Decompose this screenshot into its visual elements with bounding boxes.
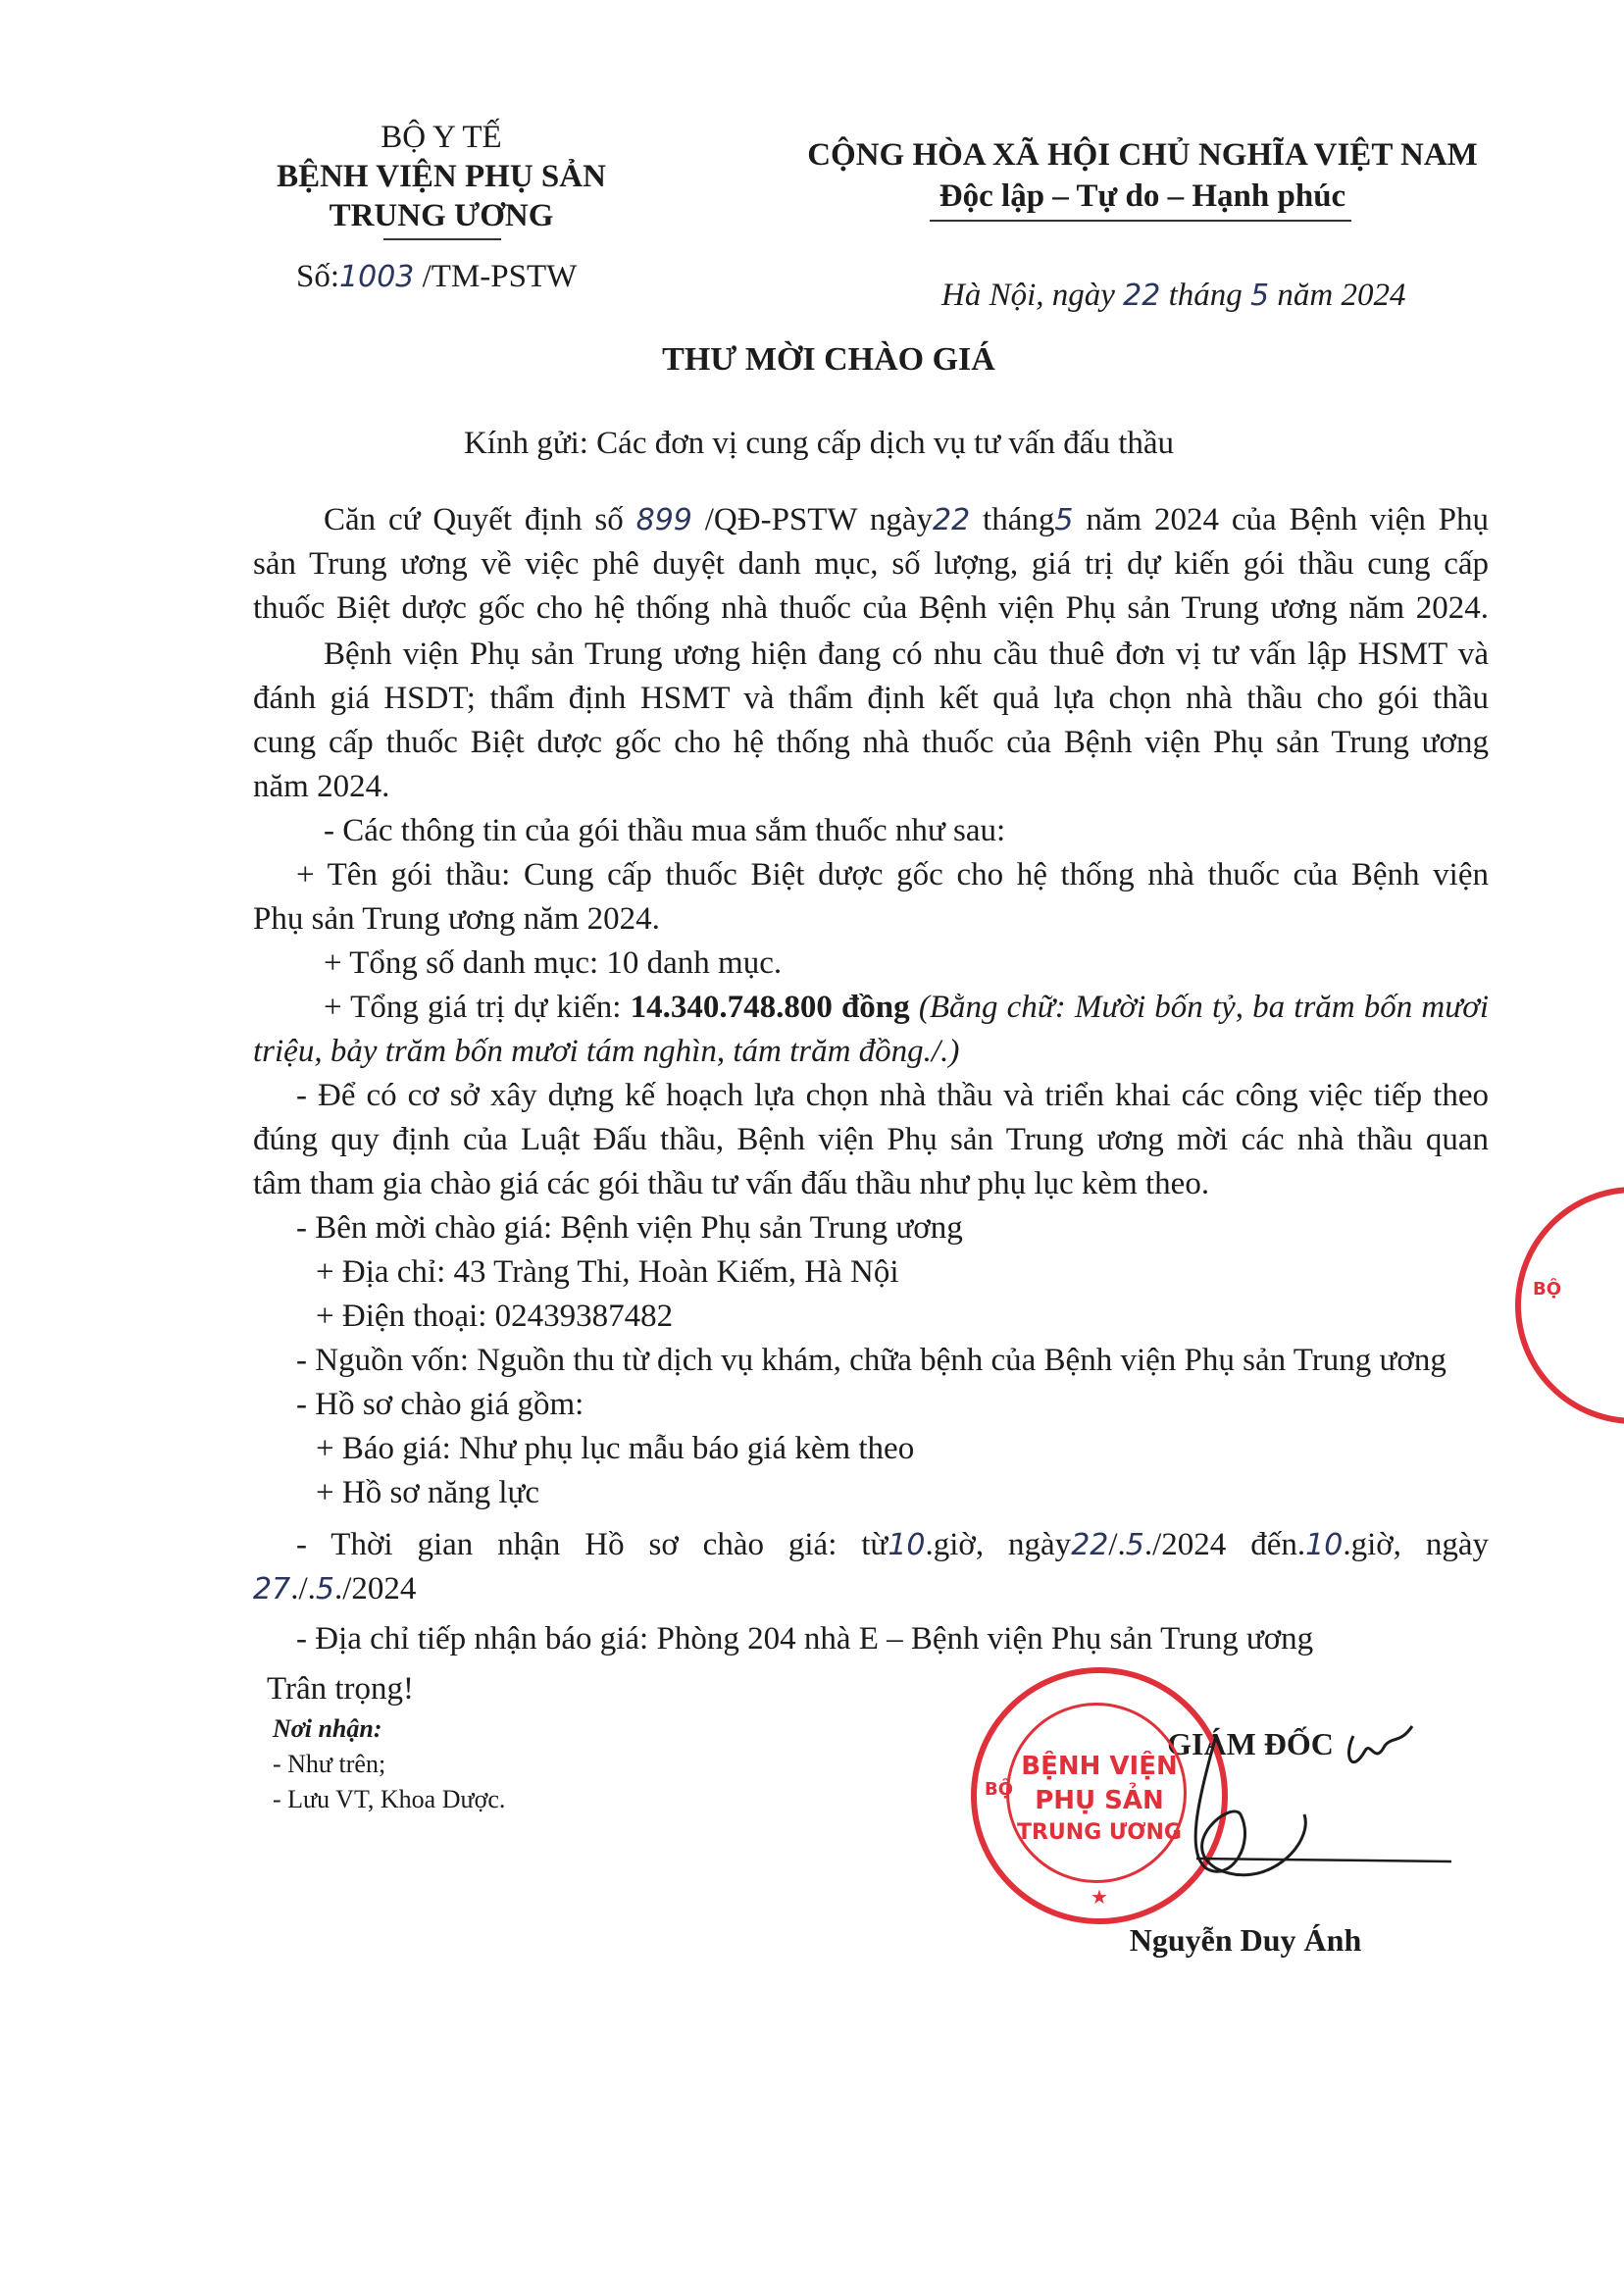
stamp-text-side: BỘ [985,1779,1014,1800]
hospital-name-line1: BỆNH VIỆN PHỤ SẢN [277,159,606,194]
time-month-to: 5 [315,1572,334,1606]
submission-time-line2 [253,1567,1489,1611]
dossier-item-capacity: + Hồ sơ năng lực [316,1475,540,1510]
info-intro: - Các thông tin của gói thầu mua sắm thuốc như sau: [324,813,1006,848]
decision-month: 5 [1054,503,1074,537]
para3-line3: tâm tham gia chào giá các gói thầu tư vấn đấu thầu như phụ lục kèm theo. [253,1166,1210,1201]
recipients-label: Nơi nhận: [273,1714,382,1743]
para3-line1: - Để có cơ sở xây dựng kế hoạch lựa chọn nhà thầu và triển khai các công việc tiếp theo [296,1078,1489,1113]
package-name-line2: Phụ sản Trung ương năm 2024. [253,901,660,937]
para1-text-b: /QĐ-PSTW ngày [704,502,933,537]
date-month-label: tháng [1168,278,1243,313]
number-suffix: /TM-PSTW [422,259,578,294]
stamp-text-top: BỆNH VIỆN [1021,1752,1178,1781]
ministry-name: BỘ Y TẾ [381,120,502,155]
total-label: + Tổng giá trị dự kiến: [324,990,622,1025]
inviter-label: - Bên mời chào giá: Bệnh viện Phụ sản Trung ương [296,1210,963,1246]
item-count: + Tổng số danh mục: 10 danh mục. [324,945,783,981]
document-title: THƯ MỜI CHÀO GIÁ [662,341,995,378]
date-prefix: Hà Nội, ngày [941,278,1115,313]
signature-title: GIÁM ĐỐC [1167,1726,1334,1761]
inviter-address: + Địa chỉ: 43 Tràng Thi, Hoàn Kiếm, Hà Nội [316,1254,899,1290]
dossier-label: - Hồ sơ chào giá gồm: [296,1387,584,1422]
stamp-text-mid: PHỤ SẢN [1035,1786,1164,1815]
motto-underline [930,220,1351,222]
issue-date [941,276,1405,316]
recipient-2: - Lưu VT, Khoa Dược. [273,1785,506,1813]
stamp-star-icon: ★ [1091,1885,1108,1909]
number-handwritten: 1003 [339,260,415,294]
signature-scrawl [1020,1697,1471,1922]
total-value-line1 [253,986,1489,1030]
time-text-d: ./2024 đến. [1143,1527,1306,1562]
time-day-from: 22 [1071,1528,1109,1562]
number-prefix: Số: [296,259,340,294]
recipients-block [273,1711,505,1817]
dossier-item-quote: + Báo giá: Như phụ lục mẫu báo giá kèm theo [316,1431,915,1466]
para1-text-d: năm 2024 của Bệnh viện Phụ [1086,502,1490,537]
national-motto: Độc lập – Tự do – Hạnh phúc [939,178,1346,214]
para2-line4: năm 2024. [253,769,390,804]
hospital-name-line2: TRUNG ƯƠNG [329,198,554,233]
recipient-line: Kính gửi: Các đơn vị cung cấp dịch vụ tư vấn đấu thầu [463,426,1175,461]
partial-stamp-text: BỘ [1533,1279,1562,1300]
decision-day: 22 [933,503,971,537]
receive-address: - Địa chỉ tiếp nhận báo giá: Phòng 204 nhà E – Bệnh viện Phụ sản Trung ương [296,1621,1314,1657]
time-month-from: 5 [1125,1528,1144,1562]
total-value-line2: triệu, bảy trăm bốn mươi tám nghìn, tám trăm đồng./.) [253,1034,960,1069]
partial-stamp-right [1515,1187,1624,1424]
total-value: 14.340.748.800 đồng [630,990,910,1025]
para1-text-c: tháng [983,502,1055,537]
package-name-line1: + Tên gói thầu: Cung cấp thuốc Biệt dược gốc cho hệ thống nhà thuốc của Bệnh viện [296,857,1489,892]
recipient-1: - Như trên; [273,1750,386,1778]
para1-line1 [253,498,1489,542]
time-text-e: .giờ, ngày [1343,1527,1489,1562]
header-left [245,118,637,235]
total-words-1: (Bằng chữ: Mười bốn tỷ, ba trăm bốn mươi [918,990,1490,1025]
para1-text-a: Căn cứ Quyết định số [324,502,624,537]
decision-number: 899 [635,503,692,537]
time-text-g: ./2024 [333,1571,417,1606]
para2-line3: cung cấp thuốc Biệt dược gốc cho hệ thống nhà thuốc của Bệnh viện Phụ sản Trung ương [253,725,1489,760]
body-section [253,498,1489,1661]
time-day-to: 27 [253,1572,291,1606]
time-text-a: - Thời gian nhận Hồ sơ chào giá: từ [296,1527,888,1562]
document-number [296,257,577,297]
republic-name: CỘNG HÒA XÃ HỘI CHỦ NGHĨA VIỆT NAM [807,137,1478,173]
funding-source: - Nguồn vốn: Nguồn thu từ dịch vụ khám, chữa bệnh của Bệnh viện Phụ sản Trung ương [296,1343,1446,1378]
para1-line3: thuốc Biệt dược gốc cho hệ thống nhà thuốc của Bệnh viện Phụ sản Trung ương năm 2024. [253,590,1489,626]
para2-line1: Bệnh viện Phụ sản Trung ương hiện đang có nhu cầu thuê đơn vị tư vấn lập HSMT và [324,637,1489,672]
date-day: 22 [1123,279,1161,313]
submission-time-line1 [253,1523,1489,1567]
time-text-b: .giờ, ngày [925,1527,1072,1562]
para3-line2: đúng quy định của Luật Đấu thầu, Bệnh viện Phụ sản Trung ương mời các nhà thầu quan [253,1122,1489,1157]
time-hour-to: 10 [1305,1528,1344,1562]
date-year: năm 2024 [1277,278,1406,313]
inviter-phone: + Điện thoại: 02439387482 [316,1299,674,1334]
header-left-underline [383,238,501,240]
time-hour-from: 10 [888,1528,926,1562]
para1-line2: sản Trung ương về việc phê duyệt danh mục, số lượng, giá trị dự kiến gói thầu cung cấp [253,546,1489,582]
stamp-text-bottom: TRUNG ƯƠNG [1016,1820,1182,1845]
closing-greeting: Trân trọng! [267,1671,415,1707]
time-text-c: /. [1108,1527,1126,1562]
signer-name: Nguyễn Duy Ánh [1129,1922,1362,1958]
time-text-f: ./. [290,1571,316,1606]
para2-line2: đánh giá HSDT; thẩm định HSMT và thẩm định kết quả lựa chọn nhà thầu cho gói thầu [253,681,1489,716]
date-month: 5 [1250,279,1270,313]
